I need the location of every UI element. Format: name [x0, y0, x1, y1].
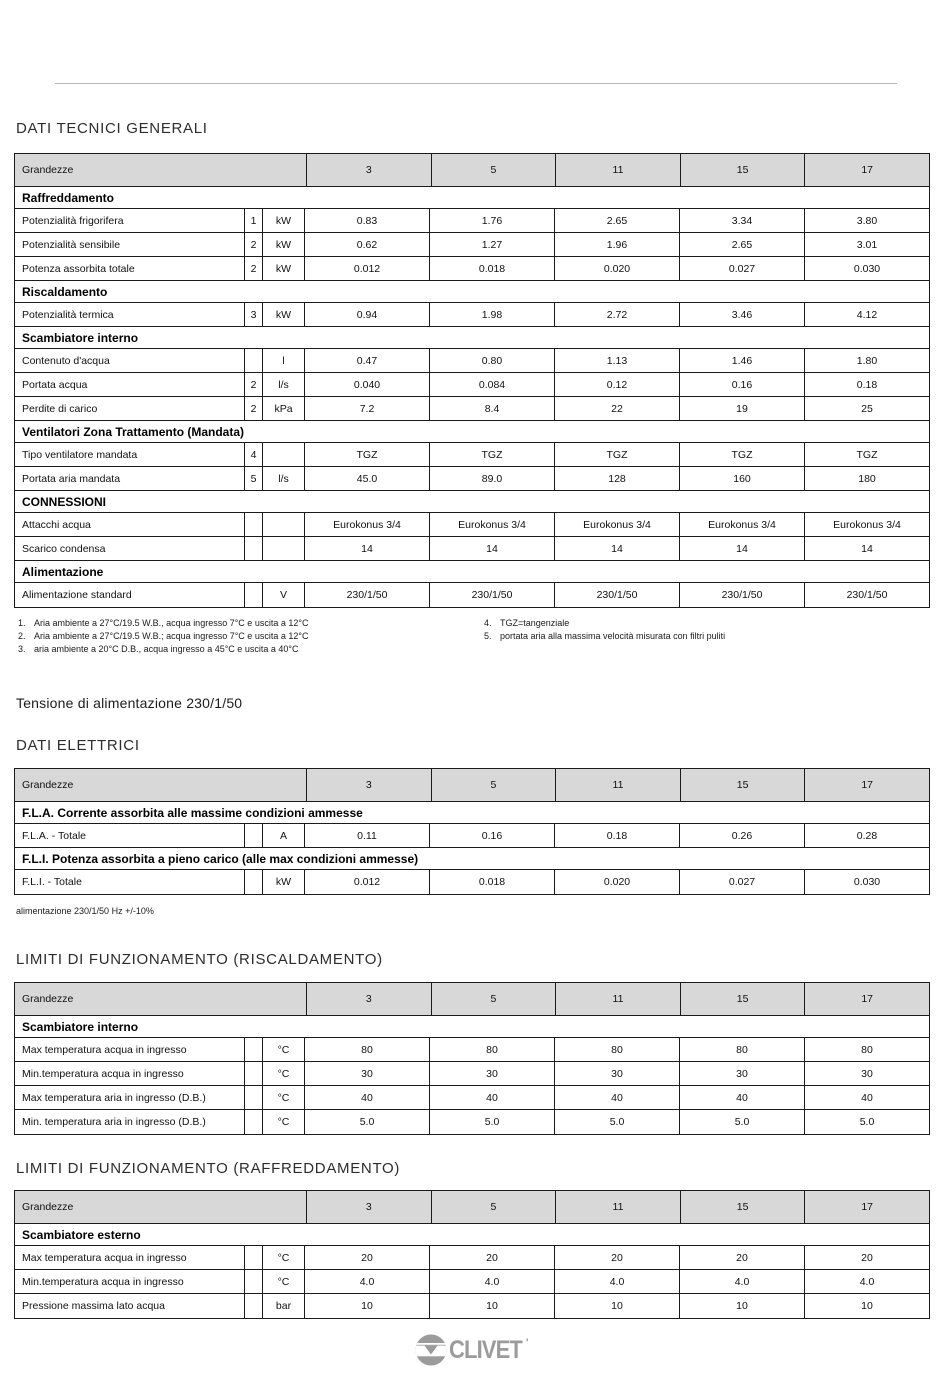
row-value: 0.012	[305, 870, 430, 894]
footnotes-left-column	[18, 618, 458, 657]
size-column-header: 5	[432, 1191, 557, 1223]
row-value: 0.020	[555, 870, 680, 894]
size-column-header: 11	[556, 1191, 681, 1223]
row-label: Scarico condensa	[15, 537, 245, 560]
footnote-number: 2.	[18, 631, 26, 641]
row-value: Eurokonus 3/4	[680, 513, 805, 536]
section-title-limiti-riscaldamento: LIMITI DI FUNZIONAMENTO (RISCALDAMENTO)	[16, 951, 383, 968]
row-label: Min. temperatura aria in ingresso (D.B.)	[15, 1110, 245, 1134]
row-value: 0.030	[853, 876, 881, 888]
row-unit: °C	[263, 1038, 305, 1061]
row-value: 0.084	[430, 373, 555, 396]
row-ref-number	[245, 1110, 263, 1134]
row-ref-number	[245, 1062, 263, 1085]
row-value: 14	[555, 537, 680, 560]
row-value: 4.0	[305, 1270, 430, 1293]
size-column-header: 11	[556, 769, 681, 801]
row-value: 20	[555, 1246, 680, 1269]
row-value: 30	[861, 1067, 873, 1080]
row-ref-number: 5	[245, 467, 263, 490]
row-value: 128	[555, 467, 680, 490]
size-column-header: 17	[861, 779, 874, 791]
row-value: 19	[680, 397, 805, 420]
row-value: 0.018	[430, 257, 555, 280]
table-section-row	[15, 848, 929, 870]
row-label: Portata aria mandata	[15, 467, 245, 490]
row-ref-number	[245, 537, 263, 560]
table-limiti-raffreddamento	[14, 1190, 930, 1319]
row-unit: l/s	[263, 373, 305, 396]
row-unit: kPa	[263, 397, 305, 420]
row-value: 0.030	[853, 262, 881, 275]
row-value: 22	[555, 397, 680, 420]
table-data-row	[15, 824, 929, 848]
table-data-row	[15, 1294, 929, 1318]
row-value: 230/1/50	[430, 583, 555, 607]
row-value: 30	[680, 1062, 805, 1085]
row-value: 1.80	[856, 354, 878, 367]
row-value: 3.01	[856, 238, 878, 251]
clivet-wordmark: CLIVET	[449, 1336, 522, 1364]
row-value: 0.28	[856, 829, 878, 842]
row-value: 80	[555, 1038, 680, 1061]
row-ref-number	[245, 824, 263, 847]
footnote-item	[484, 631, 924, 642]
footnote-text: portata aria alla massima velocità misurata con filtri puliti	[500, 631, 726, 641]
row-value: 1.76	[430, 209, 555, 232]
row-ref-number	[245, 870, 263, 894]
row-value: 40	[680, 1086, 805, 1109]
table-limiti-riscaldamento	[14, 982, 930, 1135]
size-column-header: 15	[681, 1191, 806, 1223]
row-label: F.L.I. - Totale	[15, 870, 245, 894]
row-value: 0.18	[555, 824, 680, 847]
row-value: 14	[861, 542, 873, 555]
row-value: 230/1/50	[305, 583, 430, 607]
row-value: 30	[430, 1062, 555, 1085]
row-ref-number	[245, 349, 263, 372]
footnote-text: Aria ambiente a 27°C/19.5 W.B., acqua ingresso 7°C e uscita a 12°C	[34, 618, 309, 628]
row-value: 1.46	[680, 349, 805, 372]
row-unit	[263, 443, 305, 466]
row-value: 230/1/50	[846, 589, 888, 601]
row-value: 3.34	[680, 209, 805, 232]
row-value: 1.98	[430, 303, 555, 326]
grandezze-header-label: Grandezze	[15, 983, 307, 1015]
section-label: Ventilatori Zona Trattamento (Mandata)	[22, 424, 245, 439]
clivet-logo	[415, 1334, 529, 1366]
row-unit	[263, 513, 305, 536]
table-data-row	[15, 373, 929, 397]
table-data-row	[15, 1062, 929, 1086]
row-value: 4.0	[859, 1275, 875, 1288]
section-title-limiti-raffreddamento: LIMITI DI FUNZIONAMENTO (RAFFREDDAMENTO)	[16, 1160, 401, 1177]
section-label: Alimentazione	[22, 564, 104, 579]
row-label: Potenzialità sensibile	[15, 233, 245, 256]
size-column-header: 15	[681, 154, 806, 186]
table-header-row	[15, 769, 929, 802]
row-value: 3.80	[856, 214, 878, 227]
row-unit: l/s	[263, 467, 305, 490]
row-ref-number: 1	[245, 209, 263, 232]
row-value: 1.27	[430, 233, 555, 256]
table-section-row	[15, 491, 929, 513]
row-value: 10	[861, 1300, 873, 1312]
row-label: Potenza assorbita totale	[15, 257, 245, 280]
size-column-header: 5	[432, 983, 557, 1015]
row-label: Min.temperatura acqua in ingresso	[15, 1270, 245, 1293]
row-value: 0.83	[305, 209, 430, 232]
table-header-row	[15, 154, 929, 187]
row-value: 4.0	[430, 1270, 555, 1293]
table-header-row	[15, 983, 929, 1016]
row-label: Tipo ventilatore mandata	[15, 443, 245, 466]
table-section-row	[15, 187, 929, 209]
grandezze-header-label: Grandezze	[15, 769, 307, 801]
table-data-row	[15, 349, 929, 373]
row-value: 0.020	[555, 257, 680, 280]
row-value: 10	[680, 1294, 805, 1318]
electrical-footnote: alimentazione 230/1/50 Hz +/-10%	[16, 906, 154, 916]
row-value: 80	[680, 1038, 805, 1061]
row-label: Attacchi acqua	[15, 513, 245, 536]
row-value: 2.65	[680, 233, 805, 256]
row-value: TGZ	[680, 443, 805, 466]
row-value: 1.13	[555, 349, 680, 372]
row-value: 0.018	[430, 870, 555, 894]
table-header-row	[15, 1191, 929, 1224]
footnote-item	[484, 618, 924, 629]
row-value: 20	[861, 1251, 873, 1264]
footnote-number: 1.	[18, 618, 26, 628]
size-column-header: 11	[556, 154, 681, 186]
table-data-row	[15, 583, 929, 607]
table-data-row	[15, 233, 929, 257]
section-label: F.L.A. Corrente assorbita alle massime condizioni ammesse	[22, 805, 363, 820]
row-ref-number	[245, 1294, 263, 1318]
row-value: 14	[680, 537, 805, 560]
row-label: Pressione massima lato acqua	[15, 1294, 245, 1318]
row-value: Eurokonus 3/4	[430, 513, 555, 536]
row-value: 40	[430, 1086, 555, 1109]
row-label: Min.temperatura acqua in ingresso	[15, 1062, 245, 1085]
row-value: 7.2	[305, 397, 430, 420]
row-value: 230/1/50	[680, 583, 805, 607]
section-label: Scambiatore interno	[22, 330, 139, 345]
row-unit: kW	[263, 303, 305, 326]
row-ref-number	[245, 1270, 263, 1293]
row-value: TGZ	[555, 443, 680, 466]
row-value: 0.012	[305, 257, 430, 280]
row-ref-number	[245, 1086, 263, 1109]
row-value: 80	[305, 1038, 430, 1061]
table-data-row	[15, 1038, 929, 1062]
footnote-text: aria ambiente a 20°C D.B., acqua ingresso a 45°C e uscita a 40°C	[34, 644, 299, 654]
row-label: Contenuto d'acqua	[15, 349, 245, 372]
row-ref-number: 2	[245, 397, 263, 420]
row-value: 45.0	[305, 467, 430, 490]
voltage-subtitle: Tensione di alimentazione 230/1/50	[16, 695, 243, 711]
table-section-row	[15, 281, 929, 303]
row-label: Potenzialità frigorifera	[15, 209, 245, 232]
row-value: 180	[858, 472, 876, 485]
section-label: Raffreddamento	[22, 190, 115, 205]
row-label: Potenzialità termica	[15, 303, 245, 326]
row-value: 20	[680, 1246, 805, 1269]
size-column-header: 17	[861, 1201, 874, 1213]
row-value: 30	[555, 1062, 680, 1085]
size-column-header: 3	[307, 983, 432, 1015]
row-label: Max temperatura acqua in ingresso	[15, 1038, 245, 1061]
row-value: 14	[430, 537, 555, 560]
row-value: 0.027	[680, 870, 805, 894]
row-value: 5.0	[555, 1110, 680, 1134]
section-label: CONNESSIONI	[22, 494, 107, 509]
size-column-header: 5	[432, 769, 557, 801]
row-value: 89.0	[430, 467, 555, 490]
table-data-row	[15, 537, 929, 561]
clivet-logo-emblem-icon	[415, 1334, 447, 1366]
size-column-header: 5	[432, 154, 557, 186]
size-column-header: 3	[307, 154, 432, 186]
table-section-row	[15, 1224, 929, 1246]
table-data-row	[15, 1270, 929, 1294]
footnote-item	[18, 631, 458, 642]
row-value: 14	[305, 537, 430, 560]
row-label: Max temperatura acqua in ingresso	[15, 1246, 245, 1269]
size-column-header: 11	[556, 983, 681, 1015]
table-section-row	[15, 327, 929, 349]
row-value: 40	[305, 1086, 430, 1109]
size-column-header: 17	[861, 164, 874, 176]
row-label: Perdite di carico	[15, 397, 245, 420]
row-ref-number	[245, 1038, 263, 1061]
row-ref-number: 2	[245, 257, 263, 280]
footnote-number: 3.	[18, 644, 26, 654]
table-data-row	[15, 870, 929, 894]
row-ref-number	[245, 583, 263, 607]
row-unit: °C	[263, 1270, 305, 1293]
table-section-row	[15, 802, 929, 824]
table-section-row	[15, 561, 929, 583]
row-value: 5.0	[430, 1110, 555, 1134]
row-value: TGZ	[305, 443, 430, 466]
row-ref-number	[245, 513, 263, 536]
row-value: 80	[861, 1043, 873, 1056]
row-value: 4.0	[555, 1270, 680, 1293]
row-unit: kW	[263, 233, 305, 256]
size-column-header: 15	[681, 769, 806, 801]
size-column-header: 15	[681, 983, 806, 1015]
row-ref-number: 2	[245, 373, 263, 396]
table-data-row	[15, 209, 929, 233]
row-label: Max temperatura aria in ingresso (D.B.)	[15, 1086, 245, 1109]
table-data-row	[15, 257, 929, 281]
row-unit: kW	[263, 257, 305, 280]
row-unit: A	[263, 824, 305, 847]
row-value: 4.0	[680, 1270, 805, 1293]
footnote-text: TGZ=tangenziale	[500, 618, 570, 628]
table-data-row	[15, 397, 929, 421]
row-value: 0.027	[680, 257, 805, 280]
row-unit: l	[263, 349, 305, 372]
row-value: 40	[555, 1086, 680, 1109]
row-value: Eurokonus 3/4	[555, 513, 680, 536]
row-value: 2.65	[555, 209, 680, 232]
table-data-row	[15, 1246, 929, 1270]
table-dati-elettrici	[14, 768, 930, 895]
row-value: 5.0	[680, 1110, 805, 1134]
size-column-header: 3	[307, 1191, 432, 1223]
section-title-dati-tecnici-generali: DATI TECNICI GENERALI	[16, 120, 208, 137]
footnotes-right-column	[484, 618, 924, 644]
row-value: 2.72	[555, 303, 680, 326]
row-value: 25	[861, 402, 873, 415]
footnote-number: 4.	[484, 618, 492, 628]
row-value: Eurokonus 3/4	[305, 513, 430, 536]
row-value: 4.12	[856, 308, 878, 321]
row-unit: bar	[263, 1294, 305, 1318]
row-value: 80	[430, 1038, 555, 1061]
row-value: 3.46	[680, 303, 805, 326]
row-unit: °C	[263, 1246, 305, 1269]
row-value: 1.96	[555, 233, 680, 256]
row-value: 0.62	[305, 233, 430, 256]
row-value: 0.16	[680, 373, 805, 396]
row-value: 5.0	[305, 1110, 430, 1134]
row-ref-number	[245, 1246, 263, 1269]
grandezze-header-label: Grandezze	[15, 1191, 307, 1223]
row-unit: V	[263, 583, 305, 607]
table-data-row	[15, 467, 929, 491]
size-column-header: 17	[861, 993, 874, 1005]
grandezze-header-label: Grandezze	[15, 154, 307, 186]
row-ref-number: 4	[245, 443, 263, 466]
row-value: TGZ	[856, 448, 878, 461]
row-ref-number: 3	[245, 303, 263, 326]
row-value: 40	[861, 1091, 873, 1104]
row-label: Portata acqua	[15, 373, 245, 396]
row-value: 0.94	[305, 303, 430, 326]
top-separator-line	[55, 83, 897, 84]
row-value: 0.040	[305, 373, 430, 396]
row-value: 0.12	[555, 373, 680, 396]
row-unit: °C	[263, 1062, 305, 1085]
row-label: Alimentazione standard	[15, 583, 245, 607]
section-label: Scambiatore interno	[22, 1019, 139, 1034]
row-value: 10	[305, 1294, 430, 1318]
table-data-row	[15, 1110, 929, 1134]
row-value: Eurokonus 3/4	[833, 518, 901, 531]
row-value: 10	[430, 1294, 555, 1318]
section-label: Riscaldamento	[22, 284, 108, 299]
row-value: TGZ	[430, 443, 555, 466]
footnote-item	[18, 644, 458, 655]
row-ref-number: 2	[245, 233, 263, 256]
row-value: 20	[430, 1246, 555, 1269]
table-data-row	[15, 443, 929, 467]
row-value: 8.4	[430, 397, 555, 420]
row-value: 10	[555, 1294, 680, 1318]
table-dati-tecnici-generali	[14, 153, 930, 608]
table-data-row	[15, 1086, 929, 1110]
section-title-dati-elettrici: DATI ELETTRICI	[16, 737, 140, 754]
footnote-text: Aria ambiente a 27°C/19.5 W.B.; acqua ingresso 7°C e uscita a 12°C	[34, 631, 309, 641]
table-section-row	[15, 421, 929, 443]
row-label: F.L.A. - Totale	[15, 824, 245, 847]
row-value: 0.18	[856, 378, 878, 391]
row-unit	[263, 537, 305, 560]
row-value: 0.11	[305, 824, 430, 847]
row-value: 0.16	[430, 824, 555, 847]
table-data-row	[15, 513, 929, 537]
row-unit: °C	[263, 1086, 305, 1109]
section-label: Scambiatore esterno	[22, 1227, 141, 1242]
row-value: 5.0	[859, 1116, 875, 1128]
table-data-row	[15, 303, 929, 327]
row-value: 160	[680, 467, 805, 490]
footnote-item	[18, 618, 458, 629]
table-section-row	[15, 1016, 929, 1038]
row-unit: kW	[263, 870, 305, 894]
size-column-header: 3	[307, 769, 432, 801]
row-value: 0.80	[430, 349, 555, 372]
row-value: 0.47	[305, 349, 430, 372]
footnote-number: 5.	[484, 631, 492, 641]
trademark-tick: '	[525, 1337, 529, 1349]
row-unit: kW	[263, 209, 305, 232]
row-value: 30	[305, 1062, 430, 1085]
row-value: 230/1/50	[555, 583, 680, 607]
row-value: 0.26	[680, 824, 805, 847]
section-label: F.L.I. Potenza assorbita a pieno carico (alle max condizioni ammesse)	[22, 851, 419, 866]
row-value: 20	[305, 1246, 430, 1269]
row-unit: °C	[263, 1110, 305, 1134]
